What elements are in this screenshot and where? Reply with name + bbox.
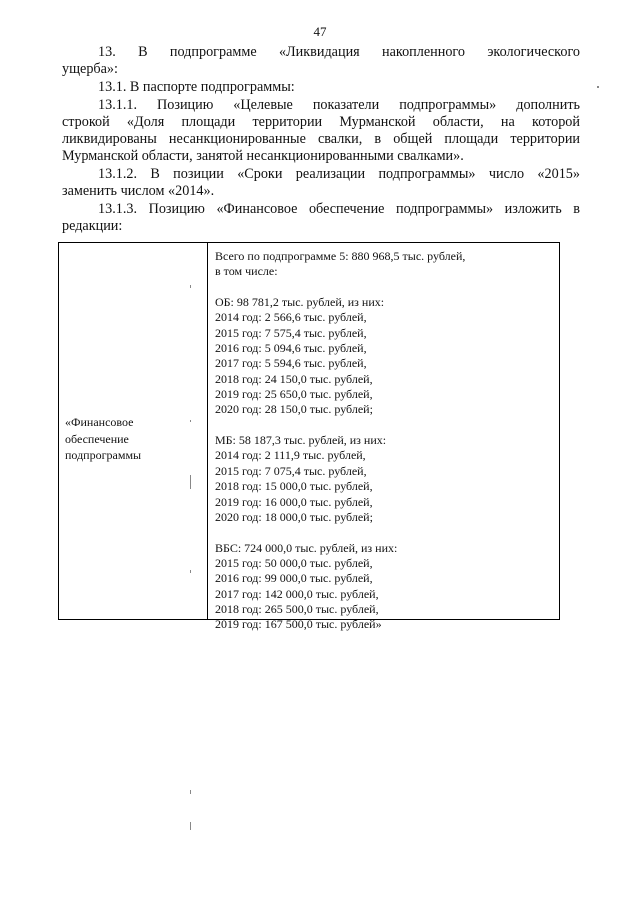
scan-speck bbox=[597, 86, 599, 88]
paragraph-13-1-1-line1: 13.1.1. Позицию «Целевые показатели подпрограммы» дополнить bbox=[98, 97, 580, 113]
table-value-line: 2015 год: 50 000,0 тыс. рублей, bbox=[215, 555, 373, 570]
scan-speck bbox=[190, 570, 191, 573]
table-value-line bbox=[215, 525, 555, 540]
table-value-line: ВБС: 724 000,0 тыс. рублей, из них: bbox=[215, 540, 398, 555]
paragraph-13-1: 13.1. В паспорте подпрограммы: bbox=[98, 79, 295, 95]
table-value-line: 2019 год: 167 500,0 тыс. рублей» bbox=[215, 617, 382, 632]
paragraph-13-1-1-line2: строкой «Доля площади территории Мурманской области, на которой bbox=[62, 114, 580, 130]
financing-table bbox=[58, 242, 560, 632]
table-value-line: 2018 год: 24 150,0 тыс. рублей, bbox=[215, 371, 373, 386]
table-value-line: Всего по подпрограмме 5: 880 968,5 тыс. рублей, bbox=[215, 249, 466, 263]
paragraph-13-1-1-line4: Мурманской области, занятой несанкционированными свалками». bbox=[62, 148, 464, 164]
table-value-line: 2017 год: 5 594,6 тыс. рублей, bbox=[215, 356, 367, 371]
table-value-line bbox=[215, 418, 555, 433]
table-cell-values bbox=[215, 249, 555, 633]
paragraph-13-line1: 13. В подпрограмме «Ликвидация накопленного экологического bbox=[98, 44, 580, 60]
table-column-divider bbox=[207, 243, 208, 619]
table-value-line: 2016 год: 5 094,6 тыс. рублей, bbox=[215, 341, 367, 356]
table-value-line: 2019 год: 16 000,0 тыс. рублей, bbox=[215, 494, 373, 509]
table-cell-label bbox=[65, 414, 203, 464]
table-label-line: обеспечение bbox=[65, 431, 129, 446]
table-value-line: 2018 год: 15 000,0 тыс. рублей, bbox=[215, 479, 373, 494]
table-value-line: 2015 год: 7 075,4 тыс. рублей, bbox=[215, 463, 367, 478]
table-value-line: 2015 год: 7 575,4 тыс. рублей, bbox=[215, 325, 367, 340]
table-label-line: «Финансовое bbox=[65, 415, 134, 429]
table-value-line: 2020 год: 18 000,0 тыс. рублей; bbox=[215, 509, 373, 524]
paragraph-13-1-2-line2: заменить числом «2014». bbox=[62, 183, 215, 199]
scan-speck bbox=[190, 475, 191, 489]
paragraph-13-1-1-line3: ликвидированы несанкционированные свалки, в общей площади территории bbox=[62, 131, 580, 147]
paragraph-13-1-3-line1: 13.1.3. Позицию «Финансовое обеспечение подпрограммы» изложить в bbox=[98, 201, 580, 217]
table-value-line bbox=[215, 280, 555, 295]
scan-speck bbox=[190, 822, 191, 830]
table-value-line: 2020 год: 28 150,0 тыс. рублей; bbox=[215, 402, 373, 417]
table-value-line: 2019 год: 25 650,0 тыс. рублей, bbox=[215, 387, 373, 402]
table-label-line: подпрограммы bbox=[65, 448, 142, 462]
table-value-line: 2018 год: 265 500,0 тыс. рублей, bbox=[215, 601, 379, 616]
paragraph-13-1-3-line2: редакции: bbox=[62, 218, 123, 234]
scan-speck bbox=[190, 285, 191, 288]
table-value-line: 2017 год: 142 000,0 тыс. рублей, bbox=[215, 586, 379, 601]
table-value-line: 2016 год: 99 000,0 тыс. рублей, bbox=[215, 571, 373, 586]
scan-speck bbox=[190, 420, 191, 422]
paragraph-13-line2: ущерба»: bbox=[62, 61, 118, 77]
page-number: 47 bbox=[313, 24, 327, 39]
scan-speck bbox=[190, 790, 191, 794]
paragraph-13-1-2-line1: 13.1.2. В позиции «Сроки реализации подпрограммы» число «2015» bbox=[98, 166, 580, 182]
table-value-line: 2014 год: 2 566,6 тыс. рублей, bbox=[215, 310, 367, 325]
table-value-line: 2014 год: 2 111,9 тыс. рублей, bbox=[215, 448, 366, 463]
table-value-line: в том числе: bbox=[215, 264, 278, 279]
table-value-line: ОБ: 98 781,2 тыс. рублей, из них: bbox=[215, 295, 385, 310]
table-value-line: МБ: 58 187,3 тыс. рублей, из них: bbox=[215, 433, 387, 448]
